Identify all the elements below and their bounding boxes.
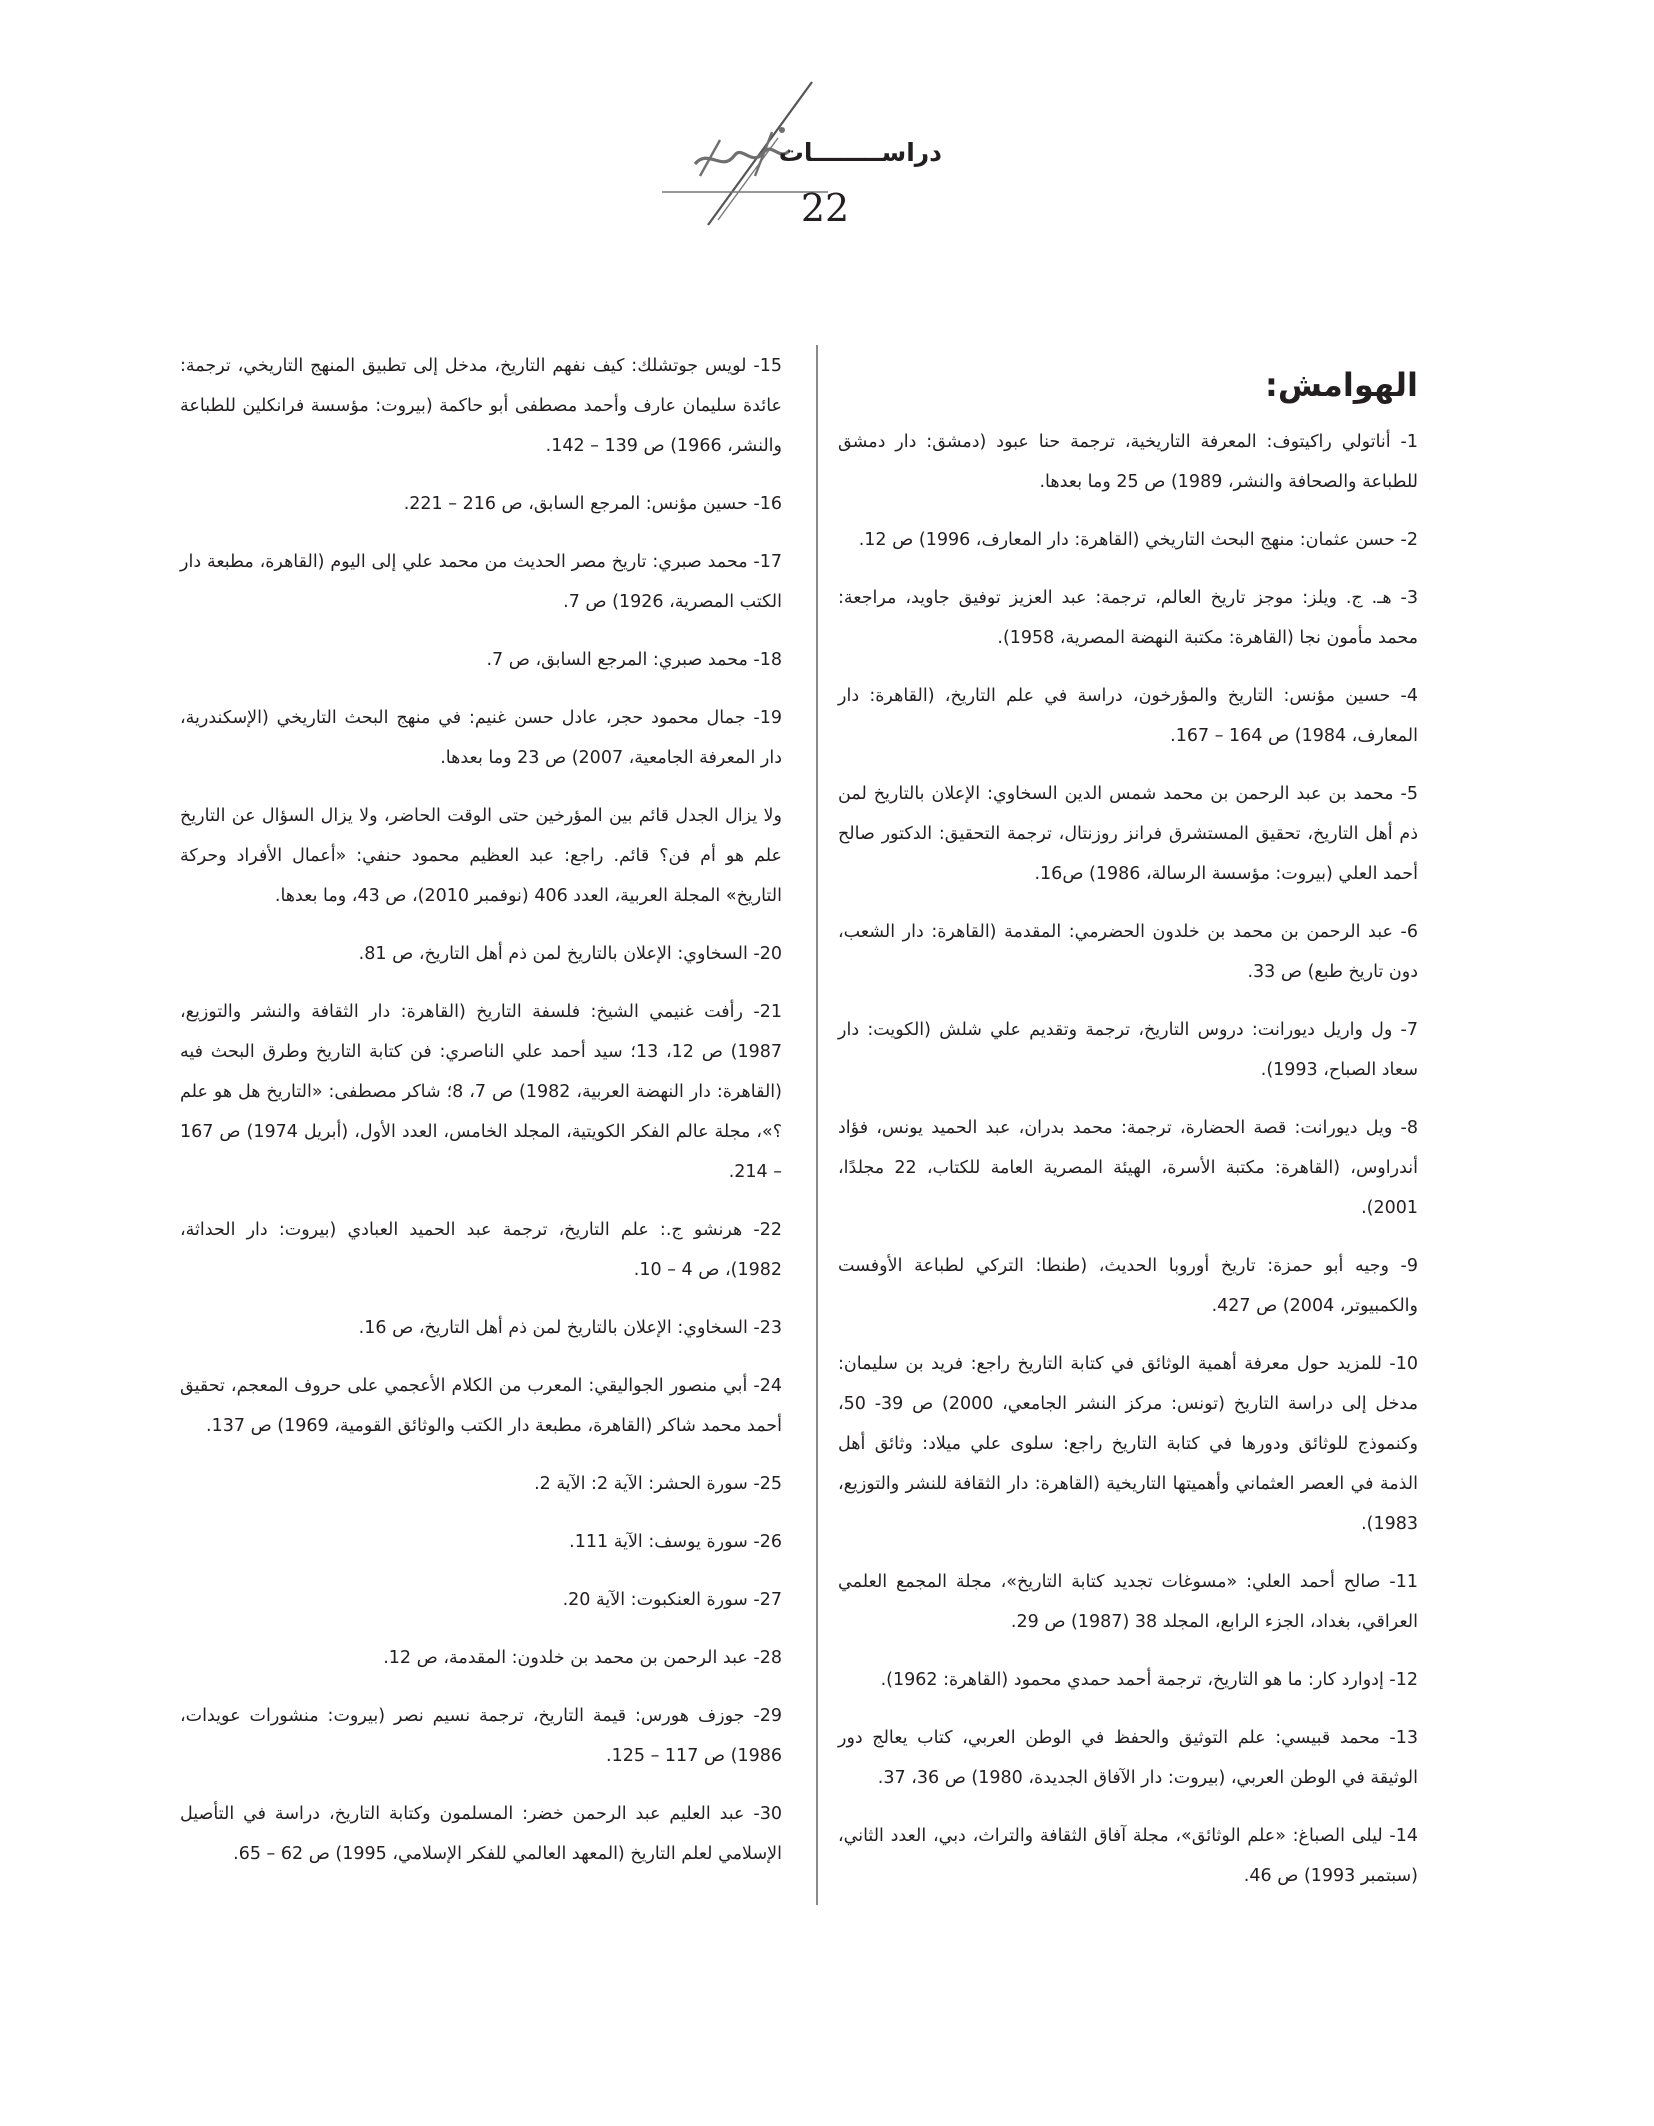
- footnote-1: 1- أناتولي راكيتوف: المعرفة التاريخية، ترجمة حنا عبود (دمشق: دار دمشق للطباعة والصحافة والنشر، 1989) ص 25 وما بعدها.: [838, 432, 1418, 492]
- page-header: [0, 0, 1654, 240]
- footnote-7: 7- ول واريل ديورانت: دروس التاريخ، ترجمة وتقديم علي شلش (الكويت: دار سعاد الصباح، 1993).: [838, 1020, 1418, 1080]
- footnote-5: 5- محمد بن عبد الرحمن بن محمد شمس الدين السخاوي: الإعلان بالتاريخ لمن ذم أهل التاريخ، تحقيق المستشرق فرانز روزنتال، ترجمة التحقيق: الدكتور صالح أحمد العلي (بيروت: مؤسسة الرسالة، 1986) ص16.: [838, 784, 1418, 884]
- footnote-26: 26- سورة يوسف: الآية 111.: [569, 1532, 782, 1552]
- page-number: 22: [800, 186, 850, 230]
- footnote-19: 19- جمال محمود حجر، عادل حسن غنيم: في منهج البحث التاريخي (الإسكندرية، دار المعرفة الجامعية، 2007) ص 23 وما بعدها.: [180, 708, 782, 768]
- footnote-12: 12- إدوارد كار: ما هو التاريخ، ترجمة أحمد حمدي محمود (القاهرة: 1962).: [880, 1670, 1418, 1690]
- footnote-16: 16- حسين مؤنس: المرجع السابق، ص 216 – 221.: [403, 494, 782, 514]
- right-column: [838, 358, 1418, 1914]
- footnote-3: 3- هـ. ج. ويلز: موجز تاريخ العالم، ترجمة: عبد العزيز توفيق جاويد، مراجعة: محمد مأمون نجا (القاهرة: مكتبة النهضة المصرية، 1958).: [838, 588, 1418, 648]
- footnote-28: 28- عبد الرحمن بن محمد بن خلدون: المقدمة، ص 12.: [383, 1648, 782, 1668]
- footnote-29: 29- جوزف هورس: قيمة التاريخ، ترجمة نسيم نصر (بيروت: منشورات عويدات، 1986) ص 117 – 125.: [180, 1706, 782, 1766]
- footnote-10: 10- للمزيد حول معرفة أهمية الوثائق في كتابة التاريخ راجع: فريد بن سليمان: مدخل إلى دراسة التاريخ (تونس: مركز النشر الجامعي، 2000) ص 39- 50، وكنموذج للوثائق ودورها في كتابة التاريخ راجع: سلوى علي ميلاد: وثائق أهل الذمة في العصر العثماني وأهميتها التاريخية (القاهرة: دار الثقافة للنشر والتوزيع، 1983).: [838, 1354, 1418, 1534]
- footnote-9: 9- وجيه أبو حمزة: تاريخ أوروبا الحديث، (طنطا: التركي لطباعة الأوفست والكمبيوتر، 2004) ص 427.: [838, 1256, 1418, 1316]
- footnote-4: 4- حسين مؤنس: التاريخ والمؤرخون، دراسة في علم التاريخ، (القاهرة: دار المعارف، 1984) ص 164 – 167.: [838, 686, 1418, 746]
- footnote-15: 15- لويس جوتشلك: كيف نفهم التاريخ، مدخل إلى تطبيق المنهج التاريخي، ترجمة: عائدة سليمان عارف وأحمد مصطفى أبو حاكمة (بيروت: مؤسسة فرانكلين للطباعة والنشر، 1966) ص 139 – 142.: [180, 356, 782, 456]
- footnote-17: 17- محمد صبري: تاريخ مصر الحديث من محمد علي إلى اليوم (القاهرة، مطبعة دار الكتب المصرية، 1926) ص 7.: [180, 552, 782, 612]
- footnote-14: 14- ليلى الصباغ: «علم الوثائق»، مجلة آفاق الثقافة والتراث، دبي، العدد الثاني، (سبتمبر 1993) ص 46.: [838, 1826, 1418, 1886]
- footnote-11: 11- صالح أحمد العلي: «مسوغات تجديد كتابة التاريخ»، مجلة المجمع العلمي العراقي، بغداد، الجزء الرابع، المجلد 38 (1987) ص 29.: [838, 1572, 1418, 1632]
- footnote-27: 27- سورة العنكبوت: الآية 20.: [562, 1590, 782, 1610]
- footnote-20: 20- السخاوي: الإعلان بالتاريخ لمن ذم أهل التاريخ، ص 81.: [358, 944, 782, 964]
- footnote-25: 25- سورة الحشر: الآية 2: الآية 2.: [534, 1474, 782, 1494]
- section-label: دراســــــــات: [778, 138, 942, 167]
- footnote-13: 13- محمد قبيسي: علم التوثيق والحفظ في الوطن العربي، كتاب يعالج دور الوثيقة في الوطن العربي، (بيروت: دار الآفاق الجديدة، 1980) ص 36، 37.: [838, 1728, 1418, 1788]
- footnote-22: 22- هرنشو ج.: علم التاريخ، ترجمة عبد الحميد العبادي (بيروت: دار الحداثة، 1982)، ص 4 – 10.: [180, 1220, 782, 1280]
- footnote-19-continuation: ولا يزال الجدل قائم بين المؤرخين حتى الوقت الحاضر، ولا يزال السؤال عن التاريخ علم هو أم فن؟ قائم. راجع: عبد العظيم محمود حنفي: «أعمال الأفراد وحركة التاريخ» المجلة العربية، العدد 406 (نوفمبر 2010)، ص 43، وما بعدها.: [180, 806, 782, 906]
- left-column: [180, 346, 782, 1892]
- column-divider: [816, 345, 818, 1905]
- footnote-2: 2- حسن عثمان: منهج البحث التاريخي (القاهرة: دار المعارف، 1996) ص 12.: [858, 530, 1418, 550]
- footnote-24: 24- أبي منصور الجواليقي: المعرب من الكلام الأعجمي على حروف المعجم، تحقيق أحمد محمد شاكر (القاهرة، مطبعة دار الكتب والوثائق القومية، 1969) ص 137.: [180, 1376, 782, 1436]
- footnote-30: 30- عبد العليم عبد الرحمن خضر: المسلمون وكتابة التاريخ، دراسة في التأصيل الإسلامي لعلم التاريخ (المعهد العالمي للفكر الإسلامي، 1995) ص 62 – 65.: [180, 1804, 782, 1864]
- footnote-6: 6- عبد الرحمن بن محمد بن خلدون الحضرمي: المقدمة (القاهرة: دار الشعب، دون تاريخ طبع) ص 33.: [838, 922, 1418, 982]
- footnote-23: 23- السخاوي: الإعلان بالتاريخ لمن ذم أهل التاريخ، ص 16.: [358, 1318, 782, 1338]
- footnote-18: 18- محمد صبري: المرجع السابق، ص 7.: [486, 650, 782, 670]
- footnote-8: 8- ويل ديورانت: قصة الحضارة، ترجمة: محمد بدران، عبد الحميد يونس، فؤاد أندراوس، (القاهرة: مكتبة الأسرة، الهيئة المصرية العامة للكتاب، 22 مجلدًا، 2001).: [838, 1118, 1418, 1218]
- footnote-21: 21- رأفت غنيمي الشيخ: فلسفة التاريخ (القاهرة: دار الثقافة والنشر والتوزيع، 1987) ص 12، 13؛ سيد أحمد علي الناصري: فن كتابة التاريخ وطرق البحث فيه (القاهرة: دار النهضة العربية، 1982) ص 7، 8؛ شاكر مصطفى: «التاريخ هل هو علم ؟»، مجلة عالم الفكر الكويتية، المجلد الخامس، العدد الأول، (أبريل 1974) ص 167 – 214.: [180, 1002, 782, 1182]
- notes-title: الهوامش:: [1265, 366, 1418, 404]
